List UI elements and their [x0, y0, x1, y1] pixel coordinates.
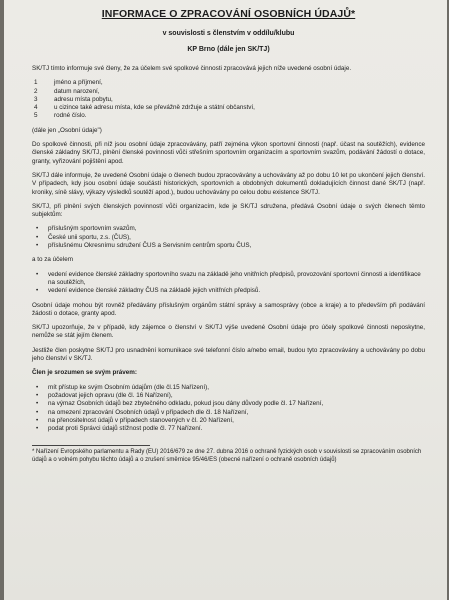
- item-text: na přenositelnost údajů v případech stanovených v čl. 20 Nařízení,: [48, 416, 234, 424]
- list-item: [32, 409, 425, 417]
- bullet-icon: •: [36, 383, 39, 391]
- item-text: u cizince také adresu místa, kde se převážně zdržuje a státní občanství,: [54, 104, 255, 112]
- item-text: požadovat jejich opravu (dle čl. 16 Nařízení),: [48, 391, 173, 399]
- item-text: příslušnému Okresnímu sdružení ČUS a Servisním centrům sportu ČUS,: [48, 242, 252, 250]
- item-text: jméno a příjmení,: [54, 79, 103, 87]
- item-text: vedení evidence členské základny ČUS na základě jejich vnitřních předpisů.: [48, 287, 261, 295]
- bullet-icon: •: [36, 225, 39, 233]
- bullet-icon: •: [36, 270, 39, 278]
- list-item: [34, 88, 425, 96]
- item-number: 3: [34, 95, 38, 103]
- recipients-list: [32, 225, 425, 250]
- bullet-icon: •: [36, 391, 39, 399]
- list-item: [34, 79, 425, 87]
- item-text: mít přístup ke svým Osobním údajům (dle čl.15 Nařízení),: [48, 383, 209, 391]
- rights-list: [32, 384, 425, 434]
- document-subtitle: v souvislosti s členstvím v oddílu/klubu: [162, 30, 295, 37]
- footnote: * Nařízení Evropského parlamentu a Rady (EU) 2016/679 ze dne 27. dubna 2016 o ochraně fyzických osob v souvislosti se zpracováním osobních údajů a o volném pohybu těchto údajů a o zrušení směrnice 95/46/ES (obecné nařízení o ochraně osobních údajů): [32, 449, 422, 463]
- list-item: [34, 104, 425, 112]
- purpose-paragraph: Do spolkové činnosti, při níž jsou osobní údaje zpracovávány, patří zejména výkon sportovní činnosti (např. účast na soutěžích), evidence členské základny SK/TJ, plnění členské povinnosti vůči střešním sportovním organizacím a sportovním svazům, podávání žádostí o dotace, granty, vyřizování pojištění apod.: [32, 141, 425, 165]
- rights-heading: Člen je srozumen se svým právem:: [32, 369, 137, 377]
- list-item: [32, 225, 425, 233]
- personal-data-list: [34, 79, 425, 120]
- purpose-label: a to za účelem: [32, 256, 73, 264]
- warning-paragraph: SK/TJ upozorňuje, že v případě, kdy zájemce o členství v SK/TJ výše uvedené Osobní údaje pro účely spolkové činnosti neposkytne, nemůže se stát jejím členem.: [32, 324, 425, 340]
- list-item: [32, 384, 425, 392]
- storage-paragraph: SK/TJ dále informuje, že uvedené Osobní údaje o členech budou zpracovávány a uchovávány až po dobu 10 let po ukončení jejich členství. V případech, kdy jsou osobní údaje součástí historických, sportovních a obdobných dokumentů dokladujících činnost dané SK/TJ (např. kroniky, síně slávy, výkazy výsledků soutěží apod.), budou uchovávány po celou dobu existence SK/TJ.: [32, 171, 425, 196]
- item-number: 2: [34, 87, 38, 95]
- list-item: [34, 112, 425, 120]
- list-item: [32, 271, 425, 288]
- item-text: příslušným sportovním svazům,: [48, 225, 137, 233]
- item-number: 4: [34, 104, 38, 112]
- list-item: [32, 234, 425, 242]
- bullet-icon: •: [36, 416, 39, 424]
- list-item: [34, 96, 425, 104]
- item-text: České unii sportu, z.s. (ČUS),: [48, 233, 131, 241]
- item-text: na omezení zpracování Osobních údajů v případech dle čl. 18 Nařízení,: [48, 408, 249, 416]
- bullet-icon: •: [36, 287, 39, 295]
- list-item: [32, 400, 425, 408]
- bullet-icon: •: [36, 400, 39, 408]
- footnote-divider: [32, 445, 150, 446]
- item-number: 5: [34, 112, 38, 120]
- item-text: podat proti Správci údajů stížnost podle čl. 77 Nařízení.: [48, 425, 203, 433]
- item-text: adresu místa pobytu,: [54, 95, 113, 103]
- list-item: [32, 392, 425, 400]
- purposes-list: [32, 271, 425, 296]
- intro-paragraph: SK/TJ tímto informuje své členy, že za účelem své spolkové činnosti zpracovává jejich níže uvedené osobní údaje.: [32, 65, 352, 72]
- bullet-icon: •: [36, 242, 39, 250]
- list-item: [32, 287, 425, 295]
- definition-note: (dále jen „Osobní údaje"): [32, 126, 102, 134]
- list-item: [32, 242, 425, 250]
- item-text: vedení evidence členské základny sportovního svazu na základě jeho vnitřních předpisů, provozování sportovní činnosti a identifikace na soutěžích,: [48, 270, 421, 286]
- list-item: [32, 417, 425, 425]
- organization-name: KP Brno (dále jen SK/TJ): [187, 46, 270, 53]
- transfer-paragraph: SK/TJ, při plnění svých členských povinností vůči organizacím, kde je SK/TJ sdružena, předává Osobní údaje o svých členech těmto subjektům:: [32, 202, 425, 219]
- item-text: rodné číslo.: [54, 112, 87, 120]
- bullet-icon: •: [36, 408, 39, 416]
- item-number: 1: [34, 79, 38, 87]
- document-page: [4, 0, 447, 600]
- document-title: INFORMACE O ZPRACOVÁNÍ OSOBNÍCH ÚDAJŮ*: [101, 8, 356, 20]
- optional-data-paragraph: Jestliže člen poskytne SK/TJ pro usnadnění komunikace své telefonní číslo a/nebo email, budou tyto zpracovávány a uchovávány po dobu jeho členství v SK/TJ.: [32, 346, 425, 363]
- bullet-icon: •: [36, 425, 39, 433]
- item-text: na výmaz Osobních údajů bez zbytečného odkladu, pokud jsou dány důvody podle čl. 17 Nařízení,: [48, 400, 324, 408]
- list-item: [32, 425, 425, 433]
- bullet-icon: •: [36, 233, 39, 241]
- authorities-paragraph: Osobní údaje mohou být rovněž předávány příslušným orgánům státní správy a samosprávy (obce a kraje) a to především při podávání žádosti o dotace, granty apod.: [32, 301, 425, 317]
- item-text: datum narození,: [54, 87, 100, 95]
